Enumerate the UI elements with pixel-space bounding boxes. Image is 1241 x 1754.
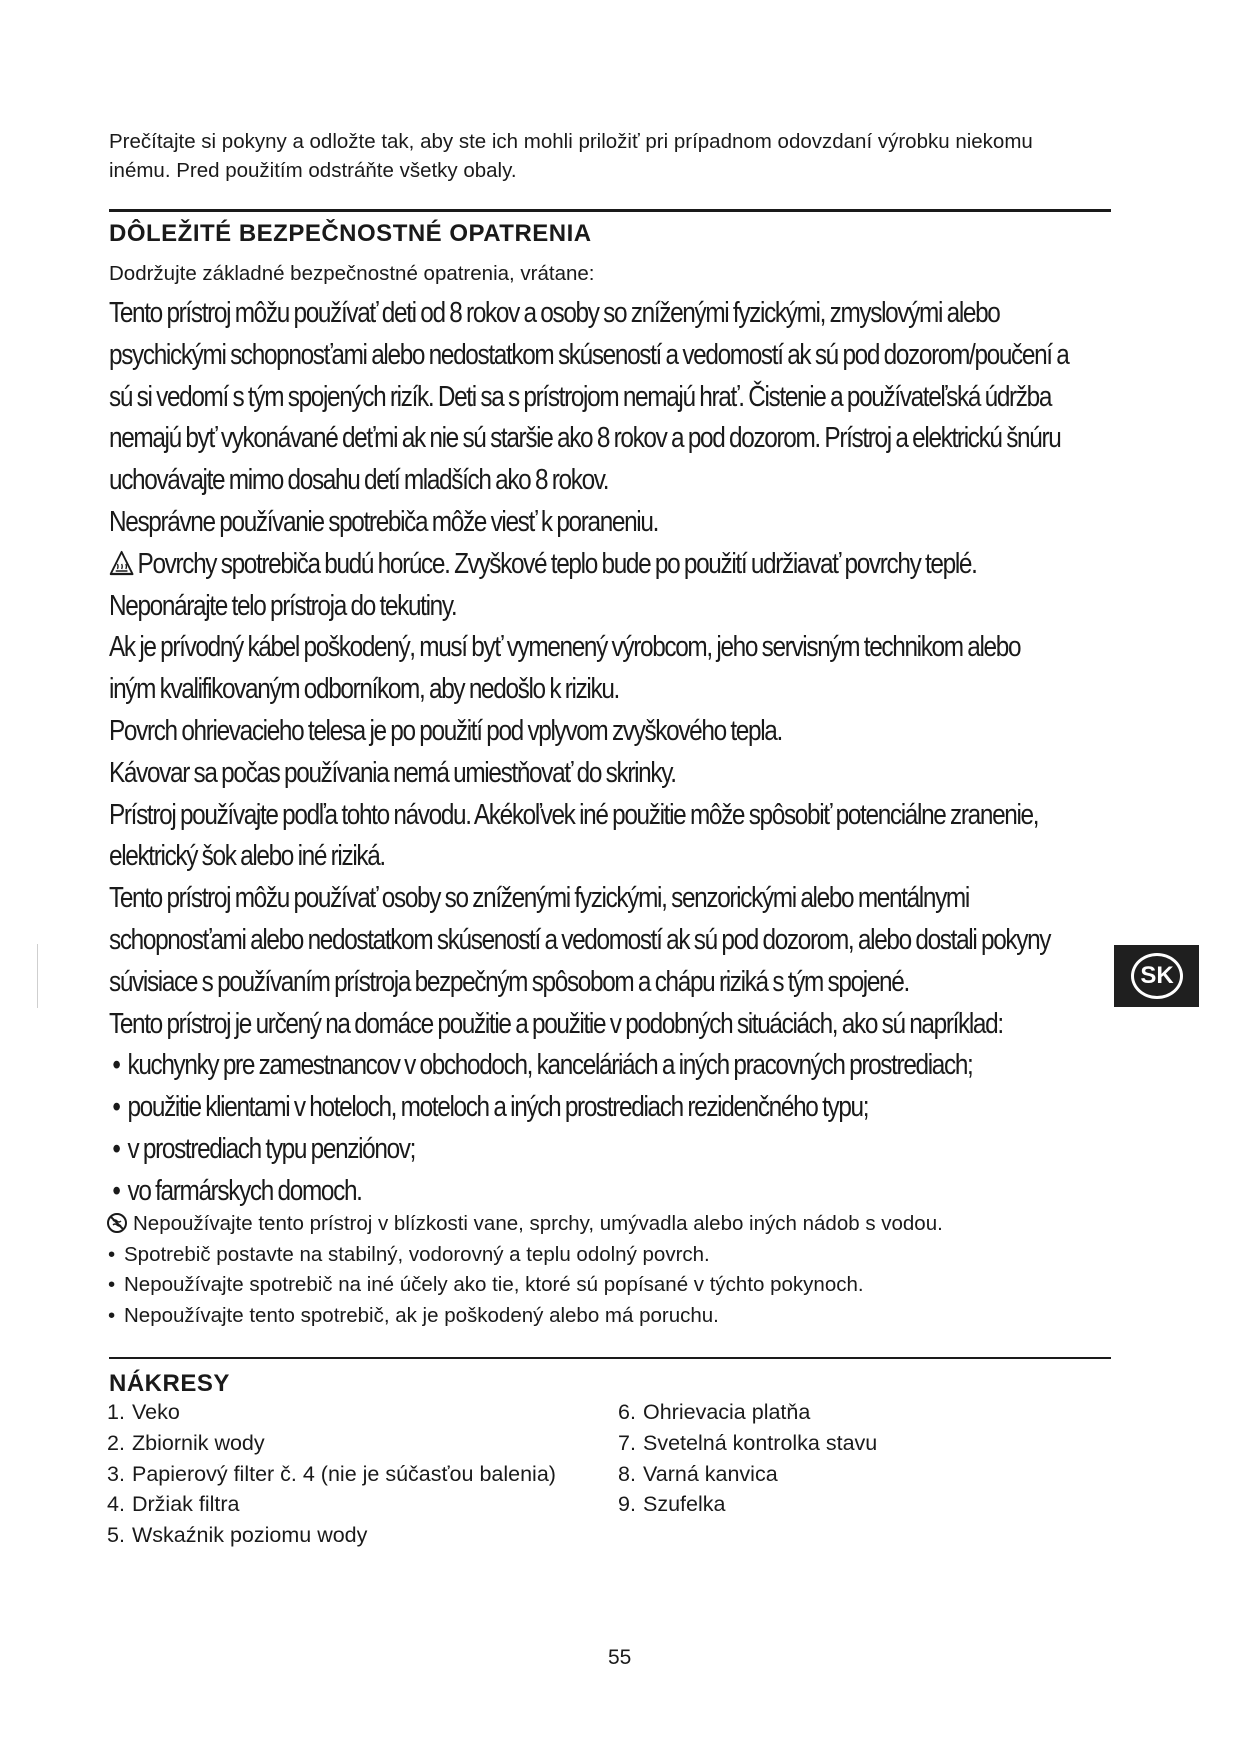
intro-text xyxy=(109,127,1109,185)
item-number: 1. xyxy=(107,1400,125,1424)
list-item xyxy=(618,1459,877,1490)
item-label: Wskaźnik poziomu wody xyxy=(132,1523,368,1548)
page-number: 55 xyxy=(608,1646,632,1669)
water-warning-text: Nepoužívajte tento prístroj v blízkosti vane, sprchy, umývadla alebo iných nádob s vodou. xyxy=(133,1212,943,1235)
safety-line: Tento prístroj je určený na domáce použitie a použitie v podobných situáciách, ako sú napríklad: xyxy=(109,1007,1003,1040)
safety-line: elektrický šok alebo iné riziká. xyxy=(109,840,385,873)
usage-bullet: • použitie klientami v hoteloch, moteloch a iných prostrediach rezidenčného typu; xyxy=(109,1087,966,1129)
safety-line: Ak je prívodný kábel poškodený, musí byť vymenený výrobcom, jeho servisným technikom alebo xyxy=(109,631,1021,664)
list-item xyxy=(107,1397,556,1428)
no-water-icon xyxy=(106,1212,128,1234)
safety-line: Povrch ohrievacieho telesa je po použití pod vplyvom zvyškového tepla. xyxy=(109,714,782,747)
margin-mark xyxy=(37,944,38,1008)
intro-line-2: inému. Pred použitím odstráňte všetky obaly. xyxy=(109,159,517,182)
safety-line: Tento prístroj môžu používať osoby so zníženými fyzickými, senzorickými alebo mentálnymi xyxy=(109,882,969,915)
item-label: Ohrievacia platňa xyxy=(643,1400,811,1424)
parts-list-left xyxy=(107,1397,556,1551)
warning-bullet: • Nepoužívajte spotrebič na iné účely ako tie, ktoré sú popísané v týchto pokynoch. xyxy=(106,1270,1106,1301)
safety-line: Kávovar sa počas používania nemá umiestňovať do skrinky. xyxy=(109,756,676,789)
safety-line: Nesprávne používanie spotrebiča môže viesť k poraneniu. xyxy=(109,505,659,538)
safety-line: uchovávajte mimo dosahu detí mladších ako 8 rokov. xyxy=(109,464,609,497)
safety-line: súvisiace s používaním prístroja bezpečným spôsobom a chápu riziká s tým spojené. xyxy=(109,965,909,998)
list-item xyxy=(618,1397,877,1428)
safety-line: iným kvalifikovaným odborníkom, aby nedošlo k riziku. xyxy=(109,673,619,706)
item-label: Veko xyxy=(132,1400,180,1424)
parts-list-right xyxy=(618,1397,877,1520)
item-label: Svetelná kontrolka stavu xyxy=(643,1430,878,1455)
item-label: Zbiornik wody xyxy=(132,1430,265,1455)
section-divider xyxy=(109,209,1111,212)
list-item xyxy=(618,1428,877,1459)
safety-line: sú si vedomí s tým spojených rizík. Deti sa s prístrojom nemajú hrať. Čistenie a používateľská údržba xyxy=(109,380,1052,413)
language-badge xyxy=(1114,945,1199,1007)
hot-surface-icon xyxy=(109,550,134,576)
usage-bullet: • v prostrediach typu penziónov; xyxy=(109,1129,966,1171)
item-number: 2. xyxy=(107,1430,125,1455)
item-number: 5. xyxy=(107,1523,125,1548)
warning-bullet: • Spotrebič postavte na stabilný, vodorovný a teplu odolný povrch. xyxy=(106,1240,1106,1271)
list-item xyxy=(107,1459,556,1490)
safety-instructions xyxy=(109,293,1069,1213)
item-number: 7. xyxy=(618,1430,636,1455)
safety-line: psychickými schopnosťami alebo nedostatkom skúseností a vedomostí ak sú pod dozorom/poučení a xyxy=(109,338,1069,371)
safety-line: Neponárajte telo prístroja do tekutiny. xyxy=(109,589,457,622)
list-item xyxy=(107,1520,556,1551)
item-number: 6. xyxy=(618,1400,636,1424)
item-label: Papierový filter č. 4 (nie je súčasťou balenia) xyxy=(132,1461,556,1486)
item-label: Držiak filtra xyxy=(132,1492,240,1517)
safety-line: Prístroj používajte podľa tohto návodu. Akékoľvek iné použitie môže spôsobiť potenciálne zranenie, xyxy=(109,798,1039,831)
item-number: 9. xyxy=(618,1492,636,1517)
safety-heading: DÔLEŽITÉ BEZPEČNOSTNÉ OPATRENIA xyxy=(109,220,592,247)
warning-bullet: • Nepoužívajte tento spotrebič, ak je poškodený alebo má poruchu. xyxy=(106,1301,1106,1332)
additional-warnings xyxy=(106,1209,1106,1331)
safety-line: Tento prístroj môžu používať deti od 8 rokov a osoby so zníženými fyzickými, zmyslovými alebo xyxy=(109,297,1000,329)
safety-subintro: Dodržujte základné bezpečnostné opatrenia, vrátane: xyxy=(109,262,595,285)
language-code: SK xyxy=(1131,953,1183,999)
section-divider xyxy=(109,1357,1111,1359)
usage-bullet: • kuchynky pre zamestnancov v obchodoch, kanceláriách a iných pracovných prostrediach; xyxy=(109,1045,966,1087)
intro-line-1: Prečítajte si pokyny a odložte tak, aby ste ich mohli priložiť pri prípadnom odovzdaní výrobku niekomu xyxy=(109,130,1033,153)
usage-bullet: • vo farmárskych domoch. xyxy=(109,1171,966,1213)
drawings-heading: NÁKRESY xyxy=(109,1370,230,1397)
list-item xyxy=(618,1489,877,1520)
item-label: Szufelka xyxy=(643,1492,726,1517)
hot-surface-warning xyxy=(109,544,977,586)
safety-line: Povrchy spotrebiča budú horúce. Zvyškové teplo bude po použití udržiavať povrchy teplé. xyxy=(137,547,977,580)
water-warning xyxy=(106,1209,1106,1240)
item-number: 3. xyxy=(107,1461,125,1486)
item-label: Varná kanvica xyxy=(643,1461,778,1486)
item-number: 4. xyxy=(107,1492,125,1517)
list-item xyxy=(107,1489,556,1520)
safety-line: nemajú byť vykonávané deťmi ak nie sú staršie ako 8 rokov a pod dozorom. Prístroj a elektrickú šnúru xyxy=(109,422,1061,455)
item-number: 8. xyxy=(618,1461,636,1486)
safety-line: schopnosťami alebo nedostatkom skúseností a vedomostí ak sú pod dozorom, alebo dostali pokyny xyxy=(109,923,1051,956)
list-item xyxy=(107,1428,556,1459)
